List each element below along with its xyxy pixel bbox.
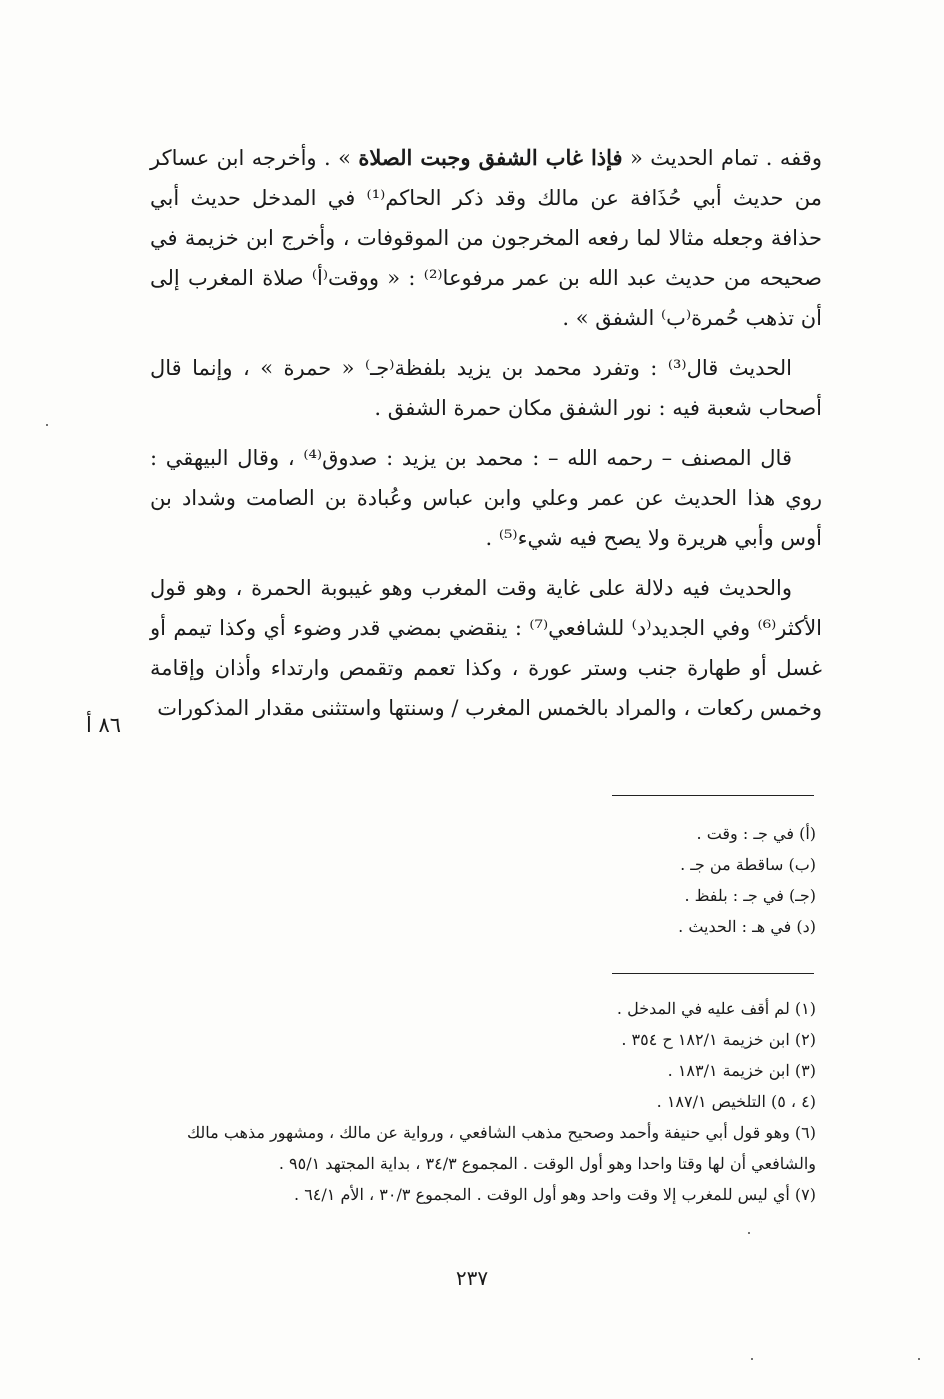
paragraph-1-rest: » . وأخرجه ابن عساكر من حديث أبي حُذَافة عن مالك وقد ذكر الحاكم⁽¹⁾ في المدخل حديث أبي حذافة وجعله مثالا لما رفعه المخرجون من الموقوفات ، وأخرج ابن خزيمة في صحيحه من حديث عبد الله بن عمر مرفوعا⁽²⁾ : « ووقت⁽أ⁾ صلاة المغرب إلى أن تذهب حُمرة⁽ب⁾ الشفق » . [150,146,823,330]
scan-speck [46,424,48,426]
variant-note: (أ) في جـ : وقت . [696,824,816,843]
paragraph-2: الحديث قال⁽³⁾ : وتفرد محمد بن يزيد بلفظة⁽جـ⁾ « حمرة » ، وإنما قال أصحاب شعبة فيه : نور الشفق مكان حمرة الشفق . [150,356,822,420]
page-number: ٢٣٧ [455,1266,489,1290]
footnote: (١) لم أقف عليه في المدخل . [616,999,816,1018]
footnote: (٣) ابن خزيمة ١٨٣/١ . [667,1061,816,1080]
variant-note: (ب) ساقطة من جـ . [680,855,816,874]
footnote: (٧) أي ليس للمغرب إلا وقت واحد وهو أول الوقت . المجموع ٣٠/٣ ، الأم ٦٤/١ . [294,1185,816,1204]
scan-speck [748,1232,750,1234]
paragraph-4: والحديث فيه دلالة على غاية وقت المغرب وهو غيبوبة الحمرة ، وهو قول الأكثر⁽⁶⁾ وفي الجديد⁽د⁾ للشافعي⁽⁷⁾ : ينقضي بمضي قدر وضوء أي وكذا تيمم أو غسل أو طهارة جنب وستر عورة ، وكذا تعمم وتقمص وارتداء وأذان وإقامة وخمس ركعات ، والمراد بالخمس المغرب / وسنتها واستثنى مقدار المذكورات [150,576,822,720]
scan-speck [918,1358,920,1360]
paragraph-1-lead: وقفه . تمام الحديث « [622,146,822,170]
paragraph-3: قال المصنف – رحمه الله – : محمد بن يزيد : صدوق⁽⁴⁾ ، وقال البيهقي : روي هذا الحديث عن عمر وعلي وابن عباس وعُبادة بن الصامت وشداد بن أوس وأبي هريرة ولا يصح فيه شيء⁽⁵⁾ . [150,446,822,550]
footnote: (٤ ، ٥) التلخيص ١٨٧/١ . [656,1092,816,1111]
main-text-block [150,138,822,728]
numbered-footnotes [140,993,816,1210]
paragraph-1 [150,138,822,338]
footnote: (٦) وهو قول أبي حنيفة وأحمد وصحيح مذهب الشافعي ، ورواية عن مالك ، ومشهور مذهب مالك والشافعي أن لها وقتا واحدا وهو أول الوقت . المجموع ٣٤/٣ ، بداية المجتهد ٩٥/١ . [186,1123,816,1173]
variant-note: (جـ) في جـ : بلفظ . [684,886,816,905]
hadith-quote-bold: فإذا غاب الشفق وجبت الصلاة [358,145,623,170]
manuscript-folio-ref: ٨٦ أ [86,713,122,737]
variant-footnotes [150,818,816,942]
scan-speck [751,1358,753,1360]
footnote: (٢) ابن خزيمة ١٨٢/١ ح ٣٥٤ . [621,1030,816,1049]
footnote-divider-1 [612,795,814,796]
footnote-divider-2 [612,973,814,974]
variant-note: (د) في هـ : الحديث . [678,917,816,936]
